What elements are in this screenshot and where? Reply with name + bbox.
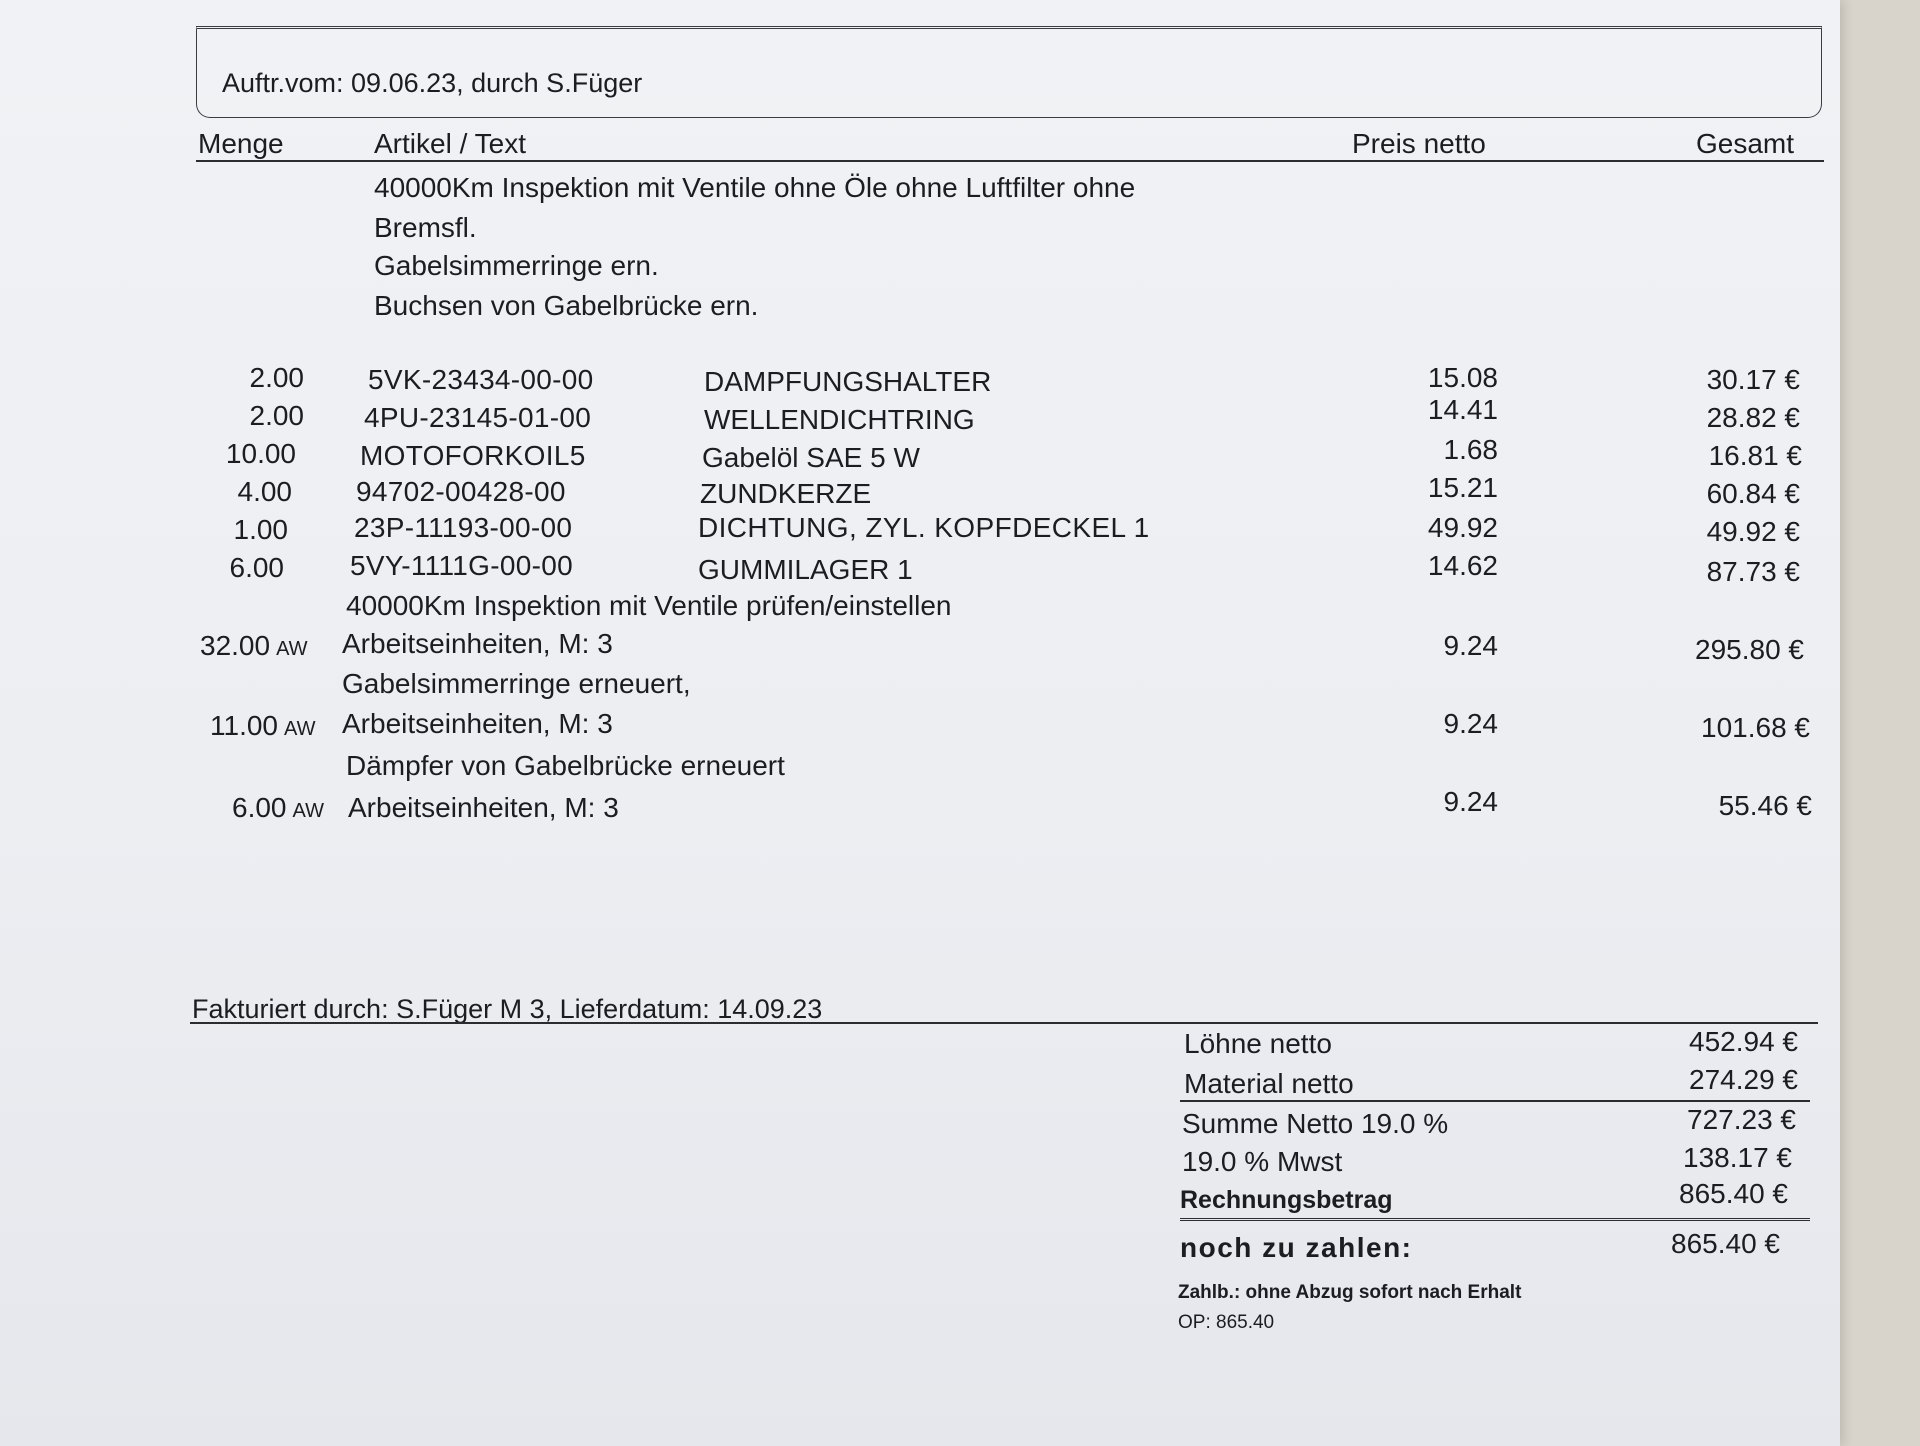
summary-value-zahlen: 865.40 €	[1671, 1228, 1780, 1259]
labor-desc: Gabelsimmerringe erneuert,	[342, 668, 691, 699]
item-price: 14.62	[1427, 550, 1498, 581]
item-price: 49.92	[1427, 512, 1498, 543]
summary-label-loehne: Löhne netto	[1184, 1028, 1332, 1059]
summary-value-loehne: 452.94 €	[1689, 1026, 1798, 1057]
summary-rule	[1180, 1100, 1810, 1102]
item-qty: 6.00	[229, 552, 284, 583]
item-qty: 2.00	[249, 362, 304, 393]
summary-double-rule	[1180, 1218, 1810, 1221]
labor-price: 9.24	[1443, 630, 1498, 661]
column-header-artikel: Artikel / Text	[374, 128, 526, 159]
item-price: 1.68	[1443, 434, 1498, 465]
item-qty: 4.00	[237, 476, 292, 507]
description-line: Buchsen von Gabelbrücke ern.	[374, 290, 759, 321]
item-code: 23P-11193-00-00	[354, 512, 573, 543]
item-total: 49.92 €	[1706, 516, 1800, 547]
column-header-menge: Menge	[198, 128, 284, 159]
footer-rule	[190, 1022, 1818, 1024]
labor-text: Arbeitseinheiten, M: 3	[348, 792, 619, 823]
item-code: 94702-00428-00	[356, 476, 566, 507]
labor-total: 101.68 €	[1701, 712, 1810, 743]
item-name: DAMPFUNGSHALTER	[704, 366, 992, 397]
labor-total: 55.46 €	[1718, 790, 1812, 821]
item-code: MOTOFORKOIL5	[360, 440, 586, 471]
item-name: Gabelöl SAE 5 W	[702, 442, 920, 473]
item-qty: 2.00	[249, 400, 304, 431]
item-name: ZUNDKERZE	[700, 478, 872, 509]
summary-value-material: 274.29 €	[1689, 1064, 1798, 1095]
open-amount: OP: 865.40	[1178, 1312, 1275, 1333]
item-qty: 10.00	[225, 438, 296, 469]
item-total: 28.82 €	[1706, 402, 1800, 433]
item-name: DICHTUNG, ZYL. KOPFDECKEL 1	[698, 512, 1150, 543]
item-price: 15.21	[1427, 472, 1498, 503]
item-name: WELLENDICHTRING	[704, 404, 975, 435]
column-header-rule	[196, 160, 1824, 162]
item-total: 60.84 €	[1706, 478, 1800, 509]
column-header-preis: Preis netto	[1352, 128, 1486, 159]
summary-label-zahlen: noch zu zahlen:	[1180, 1232, 1413, 1263]
labor-qty: 6.00 AW	[232, 792, 324, 823]
item-qty: 1.00	[233, 514, 288, 545]
item-total: 30.17 €	[1706, 364, 1800, 395]
summary-label-mwst: 19.0 % Mwst	[1182, 1146, 1343, 1177]
labor-desc: 40000Km Inspektion mit Ventile prüfen/einstellen	[346, 590, 952, 621]
column-header-gesamt: Gesamt	[1696, 128, 1795, 159]
summary-label-rechnung: Rechnungsbetrag	[1180, 1186, 1393, 1214]
item-price: 15.08	[1427, 362, 1498, 393]
labor-qty: 11.00 AW	[210, 710, 316, 741]
billed-by-line: Fakturiert durch: S.Füger M 3, Lieferdatum: 14.09.23	[192, 994, 823, 1024]
item-code: 4PU-23145-01-00	[364, 402, 592, 433]
order-line: Auftr.vom: 09.06.23, durch S.Füger	[222, 68, 643, 98]
payment-terms: Zahlb.: ohne Abzug sofort nach Erhalt	[1178, 1282, 1522, 1303]
summary-value-summe: 727.23 €	[1687, 1104, 1796, 1135]
item-total: 16.81 €	[1708, 440, 1802, 471]
item-code: 5VK-23434-00-00	[368, 364, 594, 395]
labor-price: 9.24	[1443, 786, 1498, 817]
summary-label-summe: Summe Netto 19.0 %	[1182, 1108, 1449, 1139]
summary-value-mwst: 138.17 €	[1683, 1142, 1792, 1173]
description-line: 40000Km Inspektion mit Ventile ohne Öle ohne Luftfilter ohne	[374, 172, 1136, 203]
description-line: Gabelsimmerringe ern.	[374, 250, 659, 281]
labor-text: Arbeitseinheiten, M: 3	[342, 708, 613, 739]
labor-desc: Dämpfer von Gabelbrücke erneuert	[346, 750, 785, 781]
summary-value-rechnung: 865.40 €	[1679, 1178, 1788, 1209]
item-total: 87.73 €	[1706, 556, 1800, 587]
labor-text: Arbeitseinheiten, M: 3	[342, 628, 613, 659]
labor-total: 295.80 €	[1695, 634, 1804, 665]
labor-price: 9.24	[1443, 708, 1498, 739]
labor-qty: 32.00 AW	[200, 630, 308, 661]
description-line: Bremsfl.	[374, 212, 477, 243]
summary-label-material: Material netto	[1184, 1068, 1354, 1099]
item-code: 5VY-1111G-00-00	[350, 550, 573, 581]
item-name: GUMMILAGER 1	[698, 554, 913, 585]
item-price: 14.41	[1427, 394, 1498, 425]
